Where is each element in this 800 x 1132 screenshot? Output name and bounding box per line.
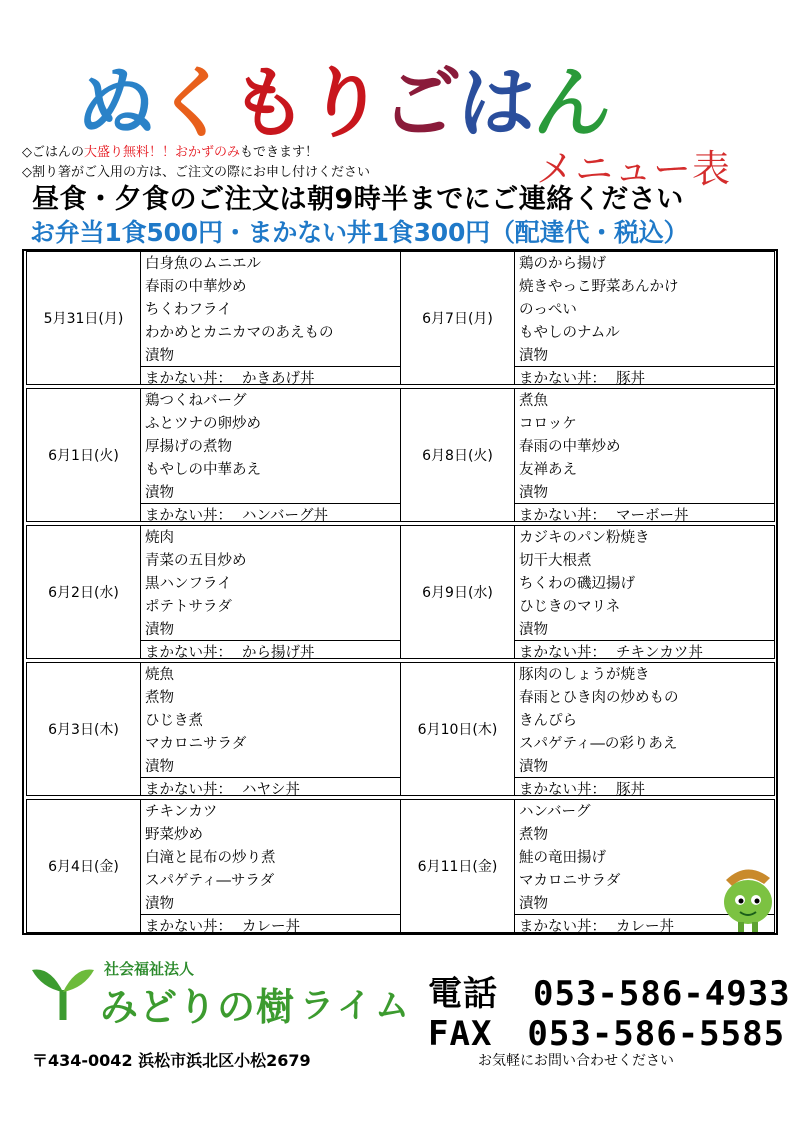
dish-item: 漬物 bbox=[145, 348, 174, 364]
menu-day bbox=[400, 388, 775, 525]
logo-char: く bbox=[150, 59, 234, 149]
dish-item: 焼魚 bbox=[145, 667, 174, 683]
dish-item: 鶏のから揚げ bbox=[519, 256, 606, 272]
makanai-don bbox=[519, 915, 674, 936]
menu-date: 6月2日(水) bbox=[26, 525, 141, 659]
makanai-don-value: ハヤシ丼 bbox=[242, 782, 300, 798]
menu-dishes bbox=[141, 799, 401, 933]
dish-item: きんぴら bbox=[519, 713, 577, 729]
dish-item: マカロニサラダ bbox=[145, 736, 247, 752]
menu-date: 6月11日(金) bbox=[400, 799, 515, 933]
makanai-don-label: まかない丼： bbox=[519, 782, 606, 798]
makanai-don-row bbox=[141, 777, 400, 797]
makanai-don-row bbox=[515, 640, 774, 660]
dish-item: 白滝と昆布の炒り煮 bbox=[145, 850, 276, 866]
menu-date: 6月10日(木) bbox=[400, 662, 515, 796]
makanai-don-value: カレー丼 bbox=[616, 919, 674, 935]
dish-item: 友禅あえ bbox=[519, 462, 577, 478]
note-rice-text-end: もできます！ bbox=[240, 145, 319, 160]
dish-item: ひじき煮 bbox=[145, 713, 203, 729]
makanai-don-value: 豚丼 bbox=[616, 371, 645, 387]
dish-item: 漬物 bbox=[145, 622, 174, 638]
makanai-don bbox=[145, 641, 315, 662]
dish-item: ふとツナの卵炒め bbox=[145, 416, 261, 432]
order-deadline-headline: 昼食・夕食のご注文は朝9時半までにご連絡ください bbox=[32, 184, 684, 215]
makanai-don bbox=[519, 367, 645, 388]
dish-item: 白身魚のムニエル bbox=[145, 256, 261, 272]
makanai-don bbox=[145, 778, 300, 799]
dish-item: 青菜の五目炒め bbox=[145, 553, 247, 569]
dish-item: 漬物 bbox=[519, 348, 548, 364]
makanai-don-row bbox=[141, 914, 400, 934]
dish-item: わかめとカニカマのあえもの bbox=[145, 325, 334, 341]
page-subtitle: メニュー表 bbox=[536, 147, 732, 191]
menu-date: 6月9日(水) bbox=[400, 525, 515, 659]
dish-item: スパゲティ―サラダ bbox=[145, 873, 275, 889]
dish-item: 鶏つくねバーグ bbox=[145, 393, 247, 409]
makanai-don-label: まかない丼： bbox=[519, 645, 606, 661]
org-type: 社会福祉法人 bbox=[104, 960, 195, 978]
note-rice-text: ◇ごはんの bbox=[22, 145, 84, 160]
menu-date: 6月4日(金) bbox=[26, 799, 141, 933]
makanai-don-value: 豚丼 bbox=[616, 782, 645, 798]
dish-item: チキンカツ bbox=[145, 804, 218, 820]
menu-table bbox=[22, 249, 778, 935]
logo-char: ん bbox=[530, 59, 614, 149]
makanai-don-value: から揚げ丼 bbox=[242, 645, 315, 661]
dish-item: 煮物 bbox=[519, 827, 548, 843]
menu-day bbox=[400, 662, 775, 799]
menu-date: 6月3日(木) bbox=[26, 662, 141, 796]
menu-dishes bbox=[515, 251, 775, 385]
menu-day bbox=[400, 251, 775, 388]
address: 〒434-0042 浜松市浜北区小松2679 bbox=[32, 1051, 311, 1070]
makanai-don-value: チキンカツ丼 bbox=[616, 645, 703, 661]
logo-char: ぬ bbox=[74, 59, 158, 149]
makanai-don bbox=[519, 641, 703, 662]
menu-dishes bbox=[515, 662, 775, 796]
dish-item: 焼きやっこ野菜あんかけ bbox=[519, 279, 679, 295]
makanai-don bbox=[145, 367, 315, 388]
dish-item: ポテトサラダ bbox=[145, 599, 232, 615]
pricing-line: お弁当1食500円・まかない丼1食300円（配達代・税込） bbox=[30, 218, 689, 247]
dish-item: 春雨の中華炒め bbox=[519, 439, 621, 455]
dish-item: カジキのパン粉焼き bbox=[519, 530, 650, 546]
makanai-don bbox=[145, 915, 300, 936]
dish-item: もやしの中華あえ bbox=[145, 462, 261, 478]
org-branch: ライム bbox=[300, 986, 413, 1026]
note-chopsticks: ◇割り箸がご入用の方は、ご注文の際にお申し付けください bbox=[22, 165, 370, 180]
makanai-don-value: ハンバーグ丼 bbox=[242, 508, 328, 524]
makanai-don-row bbox=[515, 366, 774, 386]
menu-dishes bbox=[141, 251, 401, 385]
makanai-don-row bbox=[141, 503, 400, 523]
menu-dishes bbox=[141, 662, 401, 796]
dish-item: ちくわフライ bbox=[145, 302, 232, 318]
dish-item: 焼肉 bbox=[145, 530, 174, 546]
menu-dishes bbox=[515, 388, 775, 522]
makanai-don-label: まかない丼： bbox=[145, 508, 232, 524]
dish-item: スパゲティ―の彩りあえ bbox=[519, 736, 678, 752]
makanai-don-label: まかない丼： bbox=[519, 919, 606, 935]
dish-item: のっぺい bbox=[519, 302, 577, 318]
makanai-don-value: かきあげ丼 bbox=[242, 371, 315, 387]
dish-item: 漬物 bbox=[145, 759, 174, 775]
mascot-image bbox=[712, 858, 782, 934]
dish-item: 漬物 bbox=[519, 896, 548, 912]
menu-date: 6月7日(月) bbox=[400, 251, 515, 385]
dish-item: ハンバーグ bbox=[519, 804, 591, 820]
phone-number: 電話 053-586-4933 bbox=[428, 974, 791, 1014]
logo-char: は bbox=[454, 59, 538, 149]
dish-item: 煮物 bbox=[145, 690, 174, 706]
dish-item: 漬物 bbox=[519, 622, 548, 638]
menu-day bbox=[26, 251, 401, 388]
dish-item: 漬物 bbox=[145, 485, 174, 501]
makanai-don-row bbox=[141, 366, 400, 386]
makanai-don-row bbox=[515, 503, 774, 523]
dish-item: コロッケ bbox=[519, 416, 577, 432]
menu-day bbox=[26, 799, 401, 936]
menu-dishes bbox=[515, 525, 775, 659]
makanai-don bbox=[519, 778, 645, 799]
makanai-don-label: まかない丼： bbox=[145, 645, 232, 661]
menu-dishes bbox=[141, 525, 401, 659]
dish-item: 漬物 bbox=[519, 759, 548, 775]
makanai-don-label: まかない丼： bbox=[519, 508, 606, 524]
makanai-don-label: まかない丼： bbox=[519, 371, 606, 387]
dish-item: 豚肉のしょうが焼き bbox=[519, 667, 650, 683]
dish-item: ちくわの磯辺揚げ bbox=[519, 576, 635, 592]
menu-date: 5月31日(月) bbox=[26, 251, 141, 385]
makanai-don bbox=[145, 504, 328, 525]
note-rice-highlight: 大盛り無料！！おかずのみ bbox=[84, 145, 241, 160]
makanai-don-row bbox=[515, 777, 774, 797]
makanai-don-label: まかない丼： bbox=[145, 919, 232, 935]
dish-item: 春雨の中華炒め bbox=[145, 279, 247, 295]
logo-char: り bbox=[302, 59, 386, 149]
dish-item: ひじきのマリネ bbox=[519, 599, 621, 615]
dish-item: 漬物 bbox=[145, 896, 174, 912]
dish-item: 厚揚げの煮物 bbox=[145, 439, 232, 455]
dish-item: もやしのナムル bbox=[519, 325, 620, 341]
logo-char: ご bbox=[378, 59, 462, 149]
logo-char: も bbox=[226, 59, 310, 149]
fax-number: FAX 053-586-5585 bbox=[428, 1014, 786, 1054]
dish-item: 切干大根煮 bbox=[519, 553, 592, 569]
org-name: みどりの樹 bbox=[100, 985, 296, 1029]
dish-item: 鮭の竜田揚げ bbox=[519, 850, 606, 866]
makanai-don-value: マーボー丼 bbox=[616, 508, 689, 524]
menu-date: 6月8日(火) bbox=[400, 388, 515, 522]
dish-item: 黒ハンフライ bbox=[145, 576, 232, 592]
note-rice bbox=[22, 141, 318, 160]
contact-note: お気軽にお問い合わせください bbox=[478, 1053, 674, 1069]
sprout-icon bbox=[30, 962, 96, 1022]
dish-item: 煮魚 bbox=[519, 393, 548, 409]
dish-item: 野菜炒め bbox=[145, 827, 203, 843]
makanai-don-row bbox=[141, 640, 400, 660]
makanai-don-label: まかない丼： bbox=[145, 371, 232, 387]
dish-item: 漬物 bbox=[519, 485, 548, 501]
makanai-don-value: カレー丼 bbox=[242, 919, 300, 935]
menu-day bbox=[26, 525, 401, 662]
menu-day bbox=[400, 525, 775, 662]
dish-item: マカロニサラダ bbox=[519, 873, 621, 889]
brand-logo bbox=[74, 58, 718, 150]
menu-day bbox=[26, 388, 401, 525]
menu-date: 6月1日(火) bbox=[26, 388, 141, 522]
menu-day bbox=[26, 662, 401, 799]
menu-dishes bbox=[141, 388, 401, 522]
makanai-don-label: まかない丼： bbox=[145, 782, 232, 798]
makanai-don bbox=[519, 504, 689, 525]
dish-item: 春雨とひき肉の炒めもの bbox=[519, 690, 679, 706]
